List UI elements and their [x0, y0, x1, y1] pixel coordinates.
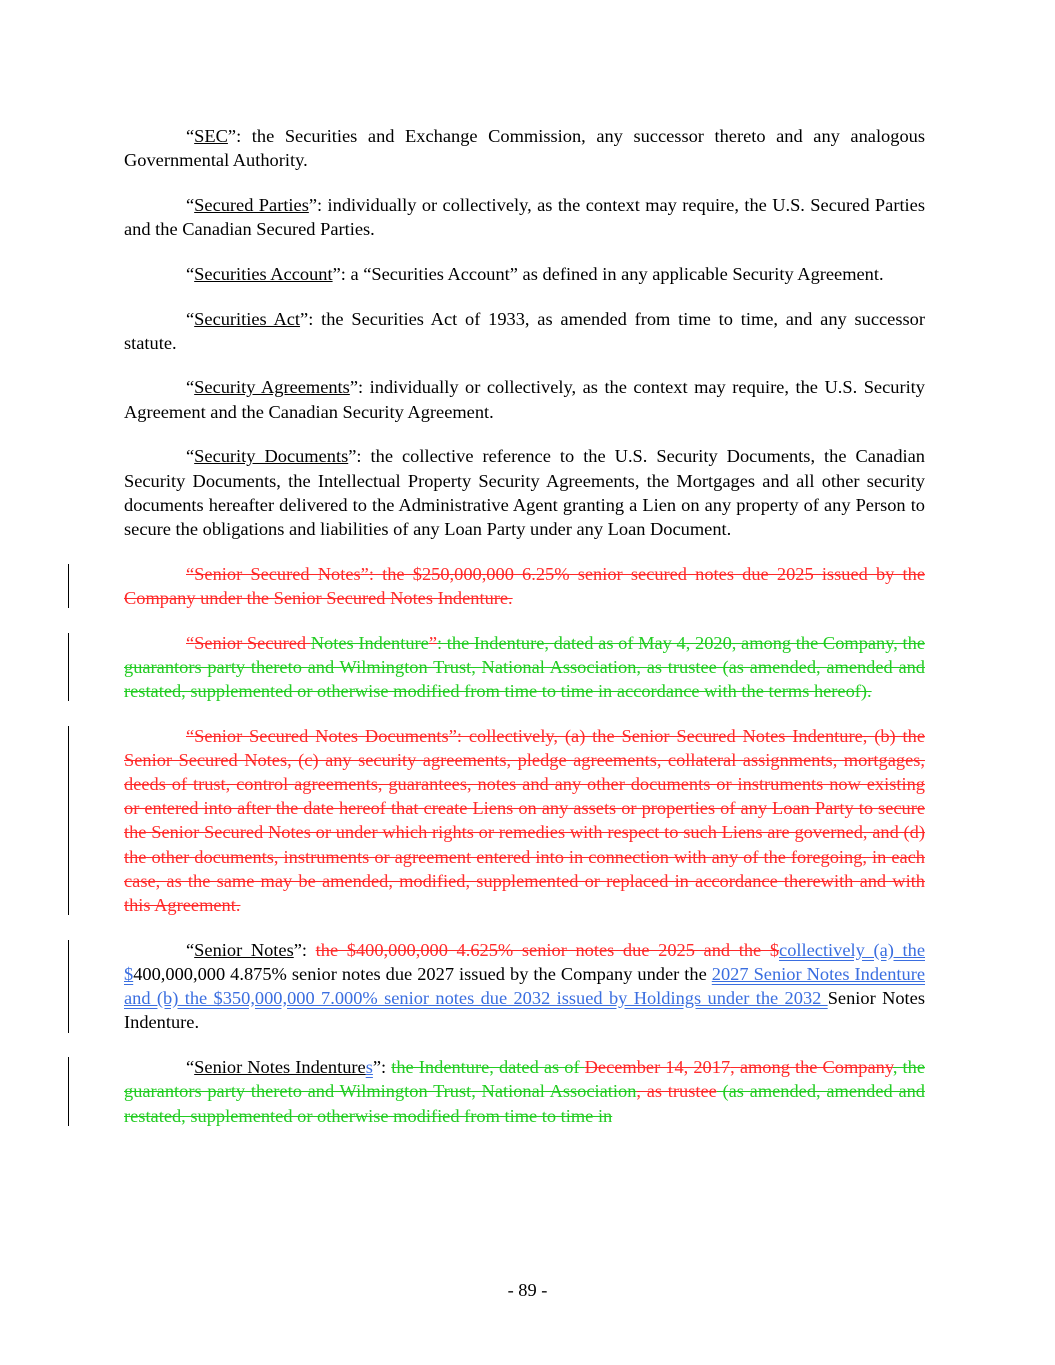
- definition-securities-account: [124, 262, 925, 286]
- open-quote: “: [186, 126, 195, 146]
- inserted-term-suffix: s: [365, 1057, 373, 1078]
- close-quote: ”:: [332, 263, 346, 284]
- defined-term: Security Agreements: [194, 377, 350, 398]
- moved-text: , the guarantors party thereto and Wilmington Trust, National Association: [124, 1057, 925, 1102]
- defined-term: Senior Notes: [194, 939, 294, 960]
- definition-text: individually or collectively, as the context may require, the U.S. Security Agreement and the Canadian Security Agreement.: [124, 377, 925, 422]
- deleted-open-quote: “: [186, 563, 195, 584]
- deleted-text: , among the Company: [730, 1057, 893, 1078]
- deleted-defined-term: Senior Secured Notes: [194, 563, 361, 584]
- definition-senior-secured-notes-indenture-deleted: [124, 631, 925, 704]
- moved-term-part: Notes Indenture: [310, 632, 429, 653]
- close-quote: ”:: [227, 126, 242, 146]
- definition-senior-notes: [124, 938, 925, 1035]
- open-quote: “: [186, 939, 195, 960]
- defined-term: Securities Account: [194, 263, 333, 284]
- definition-text: the collective reference to the U.S. Security Documents, the Canadian Security Documents, the Intellectual Property Security Agreements, the Mortgages and all other security documents hereafter delivered to the Administrative Agent granting a Lien on any property of any Person to secure the obligations and liabilities of any Loan Party under any Loan Document.: [124, 446, 925, 539]
- close-quote: ”:: [349, 377, 364, 398]
- inserted-text: 2027 Senior Notes Indenture and (b) the $350,000,000 7.000% senior notes due 2032 issued by Holdings under the 2032: [124, 963, 925, 1009]
- definition-security-documents: [124, 444, 925, 541]
- definition-secured-parties: [124, 193, 925, 241]
- deleted-definition-text: ”: the $250,000,000 6.25% senior secured notes due 2025 issued by the Company under the Senior Secured Notes Indenture.: [124, 563, 925, 608]
- close-quote: ”:: [372, 1057, 392, 1078]
- definition-sec: [124, 124, 925, 172]
- deleted-defined-term: Senior Secured Notes Documents: [194, 725, 449, 746]
- open-quote: “: [186, 308, 195, 329]
- definition-text: Senior Notes Indenture.: [124, 988, 925, 1033]
- close-quote: ”:: [348, 446, 362, 467]
- page-number: - 89 -: [507, 1280, 548, 1300]
- deleted-open-quote: “: [186, 632, 195, 653]
- deleted-text: , as trustee: [636, 1081, 717, 1102]
- defined-term: SEC: [194, 126, 228, 146]
- deleted-open-quote: “: [186, 725, 195, 746]
- definition-senior-secured-notes-documents-deleted: [124, 724, 925, 918]
- defined-term: Senior Notes Indenture: [194, 1057, 366, 1078]
- defined-term: Securities Act: [194, 308, 301, 329]
- deleted-close-quote: ”: [428, 632, 437, 653]
- open-quote: “: [186, 263, 195, 284]
- document-body: [124, 124, 925, 1148]
- definition-senior-secured-notes-deleted: [124, 562, 925, 610]
- deleted-text: the $400,000,000 4.625% senior notes due 2025 and the $: [315, 939, 780, 960]
- deleted-text: December 14, 2017: [584, 1057, 731, 1078]
- moved-text: (as amended, amended and restated, supplemented or otherwise modified from time to time in: [124, 1081, 926, 1126]
- definition-text: 400,000,000 4.875% senior notes due 2027 issued by the Company under the: [133, 963, 712, 984]
- definition-senior-notes-indentures: [124, 1055, 925, 1128]
- defined-term: Security Documents: [194, 446, 349, 467]
- close-quote: ”:: [300, 308, 314, 329]
- definition-text: the Securities Act of 1933, as amended from time to time, and any successor statute.: [124, 308, 925, 353]
- open-quote: “: [186, 377, 195, 398]
- deleted-term-part: Senior Secured: [194, 632, 311, 653]
- moved-text: the Indenture, dated as of: [391, 1057, 585, 1078]
- definition-securities-act: [124, 307, 925, 355]
- definition-text: individually or collectively, as the context may require, the U.S. Secured Parties and the Canadian Secured Parties.: [124, 194, 925, 240]
- definition-security-agreements: [124, 375, 925, 423]
- open-quote: “: [186, 1057, 195, 1078]
- close-quote: ”:: [308, 194, 323, 215]
- inserted-text: collectively (a) the $: [124, 939, 925, 984]
- definition-text: the Securities and Exchange Commission, any successor thereto and any analogous Governmental Authority.: [124, 126, 925, 171]
- open-quote: “: [186, 194, 195, 215]
- deleted-definition-text: ”: collectively, (a) the Senior Secured Notes Indenture, (b) the Senior Secured Notes, (c) any security agreements, pledge agreements, collateral assignments, mortgages, deeds of trust, control agreements, guarantees, notes and any other documents or instruments now existing or entered into after the date hereof that create Liens on any assets or properties of any Loan Party to secure the Senior Secured Notes or under which rights or remedies with respect to such Liens are governed, and (d) the other documents, instruments or agreement entered into in connection with any of the foregoing, in each case, as the same may be amended, modified, supplemented or replaced in accordance therewith and with this Agreement.: [124, 725, 925, 916]
- open-quote: “: [186, 446, 195, 467]
- moved-definition-text: : the Indenture, dated as of May 4, 2020, among the Company, the guarantors party thereto and Wilmington Trust, National Association, as trustee (as amended, amended and restated, supplemented or otherwise modified from time to time in accordance with the terms hereof).: [124, 632, 925, 701]
- definition-text: a “Securities Account” as defined in any applicable Security Agreement.: [345, 263, 884, 284]
- close-quote: ”:: [293, 939, 316, 960]
- defined-term: Secured Parties: [194, 194, 309, 215]
